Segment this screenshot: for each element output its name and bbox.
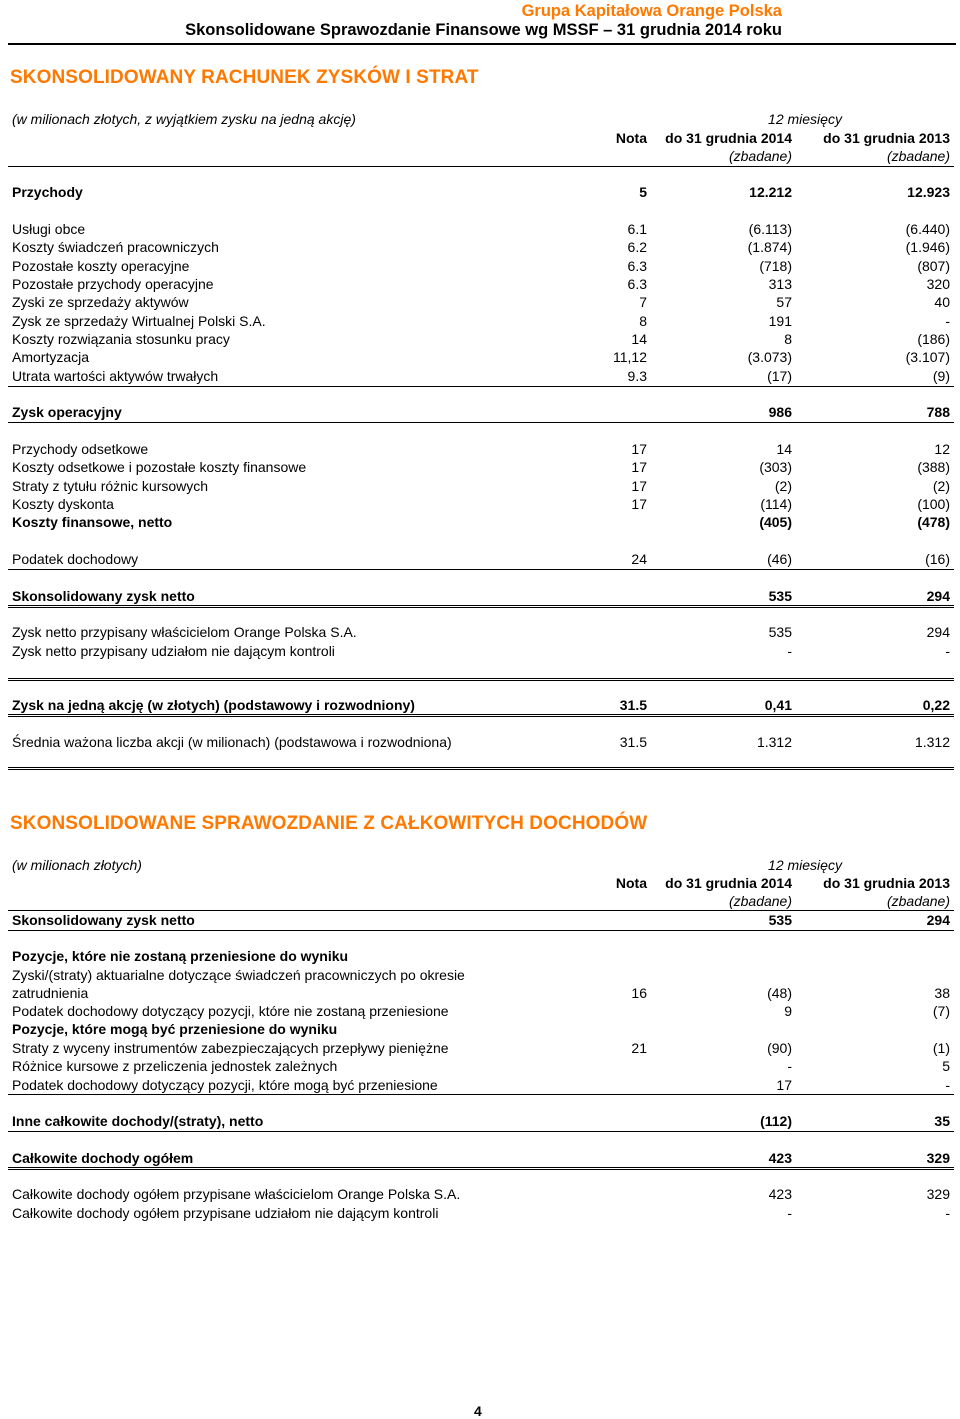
row-value-2013: - — [945, 1205, 950, 1221]
row-value-2013: - — [945, 313, 950, 329]
comprehensive-units-row — [12, 856, 950, 874]
row-label: Pozostałe przychody operacyjne — [12, 276, 214, 292]
table-row — [12, 984, 950, 1002]
subtotal-rule — [8, 386, 954, 387]
row-label: Zysk netto przypisany udziałom nie dającym kontroli — [12, 643, 335, 659]
row-value-2013: 294 — [926, 912, 950, 928]
row-label: Całkowite dochody ogółem przypisane właścicielom Orange Polska S.A. — [12, 1186, 461, 1202]
row-nota: 17 — [631, 459, 647, 475]
row-value-2014: (718) — [759, 258, 792, 274]
row-value-2013: (2) — [932, 478, 950, 494]
row-nota: 14 — [631, 331, 647, 347]
row-value-2013: (388) — [917, 459, 950, 475]
comprehensive-audit-headers — [12, 892, 950, 910]
row-nota: 24 — [631, 551, 647, 567]
income-header-rule — [8, 166, 954, 167]
row-label: Koszty odsetkowe i pozostałe koszty finansowe — [12, 459, 307, 475]
table-row — [12, 458, 950, 476]
table-row — [12, 911, 950, 929]
table-row — [12, 1149, 950, 1167]
header-divider — [8, 43, 956, 45]
table-row — [12, 275, 950, 293]
row-value-2014: (1.874) — [747, 239, 792, 255]
table-row — [12, 1057, 950, 1075]
row-value-2014: 9 — [784, 1003, 792, 1019]
row-label: Różnice kursowe z przeliczenia jednostek zależnych — [12, 1058, 338, 1074]
table-row — [12, 733, 950, 751]
row-value-2014: (48) — [767, 985, 792, 1001]
row-nota: 16 — [631, 985, 647, 1001]
income-units: (w milionach złotych, z wyjątkiem zysku na jedną akcję) — [12, 111, 356, 127]
row-value-2013: (7) — [932, 1003, 950, 1019]
row-label: Przychody odsetkowe — [12, 441, 149, 457]
row-label: Skonsolidowany zysk netto — [12, 588, 195, 604]
table-row — [12, 238, 950, 256]
row-nota: 6.1 — [627, 221, 647, 237]
table-row — [12, 293, 950, 311]
comprehensive-audit1: (zbadane) — [728, 893, 792, 909]
row-nota: 6.3 — [627, 258, 647, 274]
table-row — [12, 1076, 950, 1094]
table-row — [12, 183, 950, 201]
row-value-2014: (3.073) — [747, 349, 792, 365]
subtotal-rule — [8, 569, 954, 570]
row-value-2014: 8 — [784, 331, 792, 347]
row-value-2014: 14 — [776, 441, 792, 457]
row-label: Koszty finansowe, netto — [12, 514, 173, 530]
row-value-2014: 313 — [768, 276, 792, 292]
row-value-2014: 191 — [768, 313, 792, 329]
row-label: Straty z tytułu różnic kursowych — [12, 478, 209, 494]
row-value-2014: 0,41 — [764, 697, 792, 713]
table-row — [12, 966, 950, 984]
comprehensive-audit2: (zbadane) — [886, 893, 950, 909]
row-nota: 21 — [631, 1040, 647, 1056]
income-column-headers — [12, 129, 950, 147]
row-nota: 31.5 — [619, 697, 647, 713]
income-audit2: (zbadane) — [886, 148, 950, 164]
table-row — [12, 642, 950, 660]
income-nota-header: Nota — [615, 130, 647, 146]
row-value-2014: (405) — [759, 514, 792, 530]
row-label: Podatek dochodowy — [12, 551, 139, 567]
row-nota: 17 — [631, 496, 647, 512]
income-statement-title: SKONSOLIDOWANY RACHUNEK ZYSKÓW I STRAT — [10, 67, 479, 88]
row-label: Średnia ważona liczba akcji (w milionach) (podstawowa i rozwodniona) — [12, 734, 452, 750]
row-label: Zysk netto przypisany właścicielom Orange Polska S.A. — [12, 624, 357, 640]
row-value-2014: (303) — [759, 459, 792, 475]
total-rule — [8, 678, 954, 681]
row-value-2013: (9) — [932, 368, 950, 384]
row-label: Utrata wartości aktywów trwałych — [12, 368, 219, 384]
comprehensive-column-headers — [12, 874, 950, 892]
row-label: Podatek dochodowy dotyczący pozycji, które mogą być przeniesione — [12, 1077, 438, 1093]
table-row — [12, 348, 950, 366]
income-units-row — [12, 110, 950, 128]
row-value-2013: (478) — [917, 514, 950, 530]
row-value-2014: (17) — [767, 368, 792, 384]
row-label: Całkowite dochody ogółem — [12, 1150, 194, 1166]
row-nota: 17 — [631, 478, 647, 494]
row-value-2014: 12.212 — [749, 184, 792, 200]
table-row — [12, 947, 950, 965]
row-label: Podatek dochodowy dotyczący pozycji, które nie zostaną przeniesione — [12, 1003, 449, 1019]
income-col2-header: do 31 grudnia 2013 — [823, 130, 950, 146]
income-col1-header: do 31 grudnia 2014 — [665, 130, 792, 146]
row-nota: 5 — [639, 184, 647, 200]
row-value-2013: (3.107) — [905, 349, 950, 365]
row-label: Straty z wyceny instrumentów zabezpieczających przepływy pieniężne — [12, 1040, 449, 1056]
row-nota: 6.3 — [627, 276, 647, 292]
row-value-2014: (90) — [767, 1040, 792, 1056]
row-label: Koszty świadczeń pracowniczych — [12, 239, 219, 255]
row-nota: 9.3 — [627, 368, 647, 384]
row-value-2014: (112) — [760, 1113, 792, 1129]
row-label: zatrudnienia — [12, 985, 89, 1001]
row-value-2013: 5 — [942, 1058, 950, 1074]
row-nota: 7 — [639, 294, 647, 310]
income-audit1: (zbadane) — [728, 148, 792, 164]
row-value-2013: 329 — [926, 1186, 950, 1202]
table-row — [12, 220, 950, 238]
row-label: Koszty rozwiązania stosunku pracy — [12, 331, 230, 347]
row-nota: 8 — [639, 313, 647, 329]
subtotal-rule — [8, 930, 954, 931]
row-value-2013: (807) — [917, 258, 950, 274]
row-value-2013: 329 — [926, 1150, 950, 1166]
subtotal-rule — [8, 1094, 954, 1095]
row-value-2014: 57 — [776, 294, 792, 310]
table-row — [12, 495, 950, 513]
table-row — [12, 330, 950, 348]
table-row — [12, 257, 950, 275]
row-value-2013: (16) — [925, 551, 950, 567]
subtotal-rule — [8, 422, 954, 423]
table-row — [12, 513, 950, 531]
row-label: Przychody — [12, 184, 83, 200]
row-value-2013: (1) — [932, 1040, 950, 1056]
table-row — [12, 587, 950, 605]
table-row — [12, 367, 950, 385]
row-nota: 6.2 — [627, 239, 647, 255]
row-label: Koszty dyskonta — [12, 496, 114, 512]
row-value-2013: 320 — [926, 276, 950, 292]
comprehensive-income-title: SKONSOLIDOWANE SPRAWOZDANIE Z CAŁKOWITYCH DOCHODÓW — [10, 813, 648, 834]
subtotal-rule — [8, 1131, 954, 1132]
row-nota: 31.5 — [619, 734, 647, 750]
table-row — [12, 1039, 950, 1057]
total-rule — [8, 714, 954, 717]
table-row — [12, 623, 950, 641]
report-title: Skonsolidowane Sprawozdanie Finansowe wg MSSF – 31 grudnia 2014 roku — [185, 21, 782, 39]
company-name: Grupa Kapitałowa Orange Polska — [521, 2, 782, 20]
row-value-2013: 12.923 — [907, 184, 950, 200]
row-value-2013: 12 — [934, 441, 950, 457]
row-label: Pozycje, które mogą być przeniesione do wyniku — [12, 1021, 338, 1037]
table-row — [12, 1002, 950, 1020]
row-value-2013: 294 — [926, 588, 950, 604]
table-row — [12, 312, 950, 330]
row-value-2014: (2) — [774, 478, 792, 494]
comprehensive-col2-header: do 31 grudnia 2013 — [823, 875, 950, 891]
row-nota: 17 — [631, 441, 647, 457]
row-value-2013: - — [945, 1077, 950, 1093]
row-label: Pozostałe koszty operacyjne — [12, 258, 190, 274]
row-value-2013: 294 — [926, 624, 950, 640]
row-nota: 11,12 — [613, 349, 647, 365]
row-value-2013: - — [945, 643, 950, 659]
row-label: Zysk na jedną akcję (w złotych) (podstawowy i rozwodniony) — [12, 697, 415, 713]
row-value-2014: (46) — [767, 551, 792, 567]
row-value-2014: 535 — [768, 588, 792, 604]
row-label: Zysk operacyjny — [12, 404, 122, 420]
row-value-2014: (6.113) — [748, 221, 792, 237]
row-value-2013: 788 — [926, 404, 950, 420]
table-row — [12, 1185, 950, 1203]
row-value-2014: - — [787, 1058, 792, 1074]
row-value-2013: (186) — [917, 331, 950, 347]
row-label: Usługi obce — [12, 221, 86, 237]
row-value-2014: 535 — [768, 912, 792, 928]
comprehensive-units: (w milionach złotych) — [12, 857, 142, 873]
table-row — [12, 550, 950, 568]
income-audit-headers — [12, 147, 950, 165]
row-value-2013: 40 — [934, 294, 950, 310]
comprehensive-nota-header: Nota — [615, 875, 647, 891]
row-value-2014: 423 — [768, 1186, 792, 1202]
row-label: Inne całkowite dochody/(straty), netto — [12, 1113, 264, 1129]
total-rule — [8, 1167, 954, 1170]
page-number: 4 — [474, 1403, 482, 1419]
comprehensive-period: 12 miesięcy — [768, 857, 842, 873]
row-label: Zyski/(straty) aktuarialne dotyczące świadczeń pracowniczych po okresie — [12, 967, 465, 983]
row-label: Zysk ze sprzedaży Wirtualnej Polski S.A. — [12, 313, 266, 329]
row-value-2014: - — [787, 643, 792, 659]
table-row — [12, 403, 950, 421]
row-value-2013: 38 — [934, 985, 950, 1001]
row-value-2014: 986 — [768, 404, 792, 420]
row-value-2013: (6.440) — [905, 221, 950, 237]
row-value-2014: 1.312 — [756, 734, 792, 750]
row-value-2013: (1.946) — [905, 239, 950, 255]
total-rule — [8, 605, 954, 608]
row-value-2014: - — [787, 1205, 792, 1221]
row-label: Całkowite dochody ogółem przypisane udziałom nie dającym kontroli — [12, 1205, 439, 1221]
table-row — [12, 477, 950, 495]
row-value-2014: (114) — [760, 496, 792, 512]
row-value-2013: 0,22 — [922, 697, 950, 713]
table-row — [12, 1020, 950, 1038]
total-rule — [8, 767, 954, 770]
row-value-2013: (100) — [917, 496, 950, 512]
table-row — [12, 1112, 950, 1130]
row-label: Skonsolidowany zysk netto — [12, 912, 195, 928]
row-label: Pozycje, które nie zostaną przeniesione do wyniku — [12, 948, 349, 964]
row-label: Amortyzacja — [12, 349, 90, 365]
comprehensive-col1-header: do 31 grudnia 2014 — [665, 875, 792, 891]
table-row — [12, 696, 950, 714]
row-value-2013: 1.312 — [914, 734, 950, 750]
row-value-2014: 423 — [768, 1150, 792, 1166]
table-row — [12, 440, 950, 458]
table-row — [12, 1204, 950, 1222]
row-value-2013: 35 — [934, 1113, 950, 1129]
income-period: 12 miesięcy — [768, 111, 842, 127]
row-value-2014: 17 — [776, 1077, 792, 1093]
row-label: Zyski ze sprzedaży aktywów — [12, 294, 189, 310]
row-value-2014: 535 — [768, 624, 792, 640]
